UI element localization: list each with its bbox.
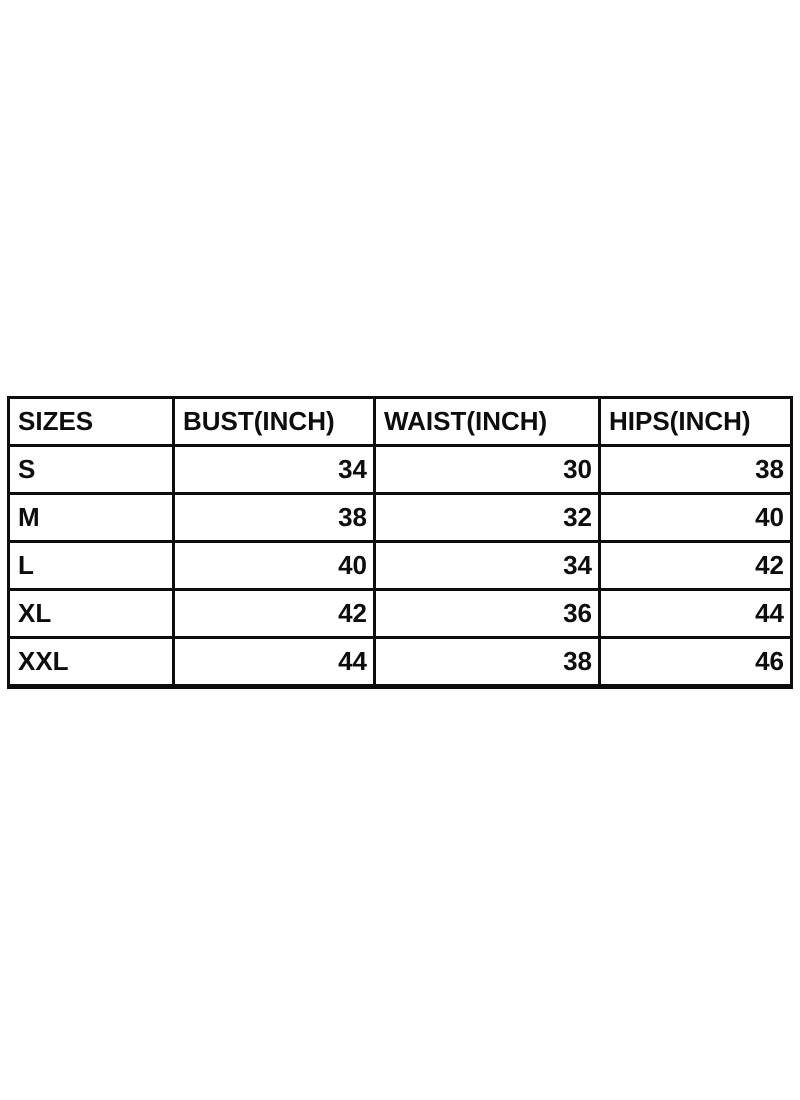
hips-cell: 44 bbox=[600, 590, 792, 638]
size-cell: XL bbox=[9, 590, 174, 638]
hips-cell: 42 bbox=[600, 542, 792, 590]
hips-cell: 46 bbox=[600, 638, 792, 687]
table-row bbox=[9, 590, 792, 638]
bust-cell: 42 bbox=[174, 590, 375, 638]
table-row bbox=[9, 638, 792, 687]
header-cell-hips: HIPS(INCH) bbox=[600, 398, 792, 446]
waist-cell: 38 bbox=[375, 638, 600, 687]
bust-cell: 38 bbox=[174, 494, 375, 542]
bust-cell: 44 bbox=[174, 638, 375, 687]
size-cell: L bbox=[9, 542, 174, 590]
size-cell: S bbox=[9, 446, 174, 494]
bust-cell: 40 bbox=[174, 542, 375, 590]
table-row bbox=[9, 446, 792, 494]
header-cell-sizes: SIZES bbox=[9, 398, 174, 446]
hips-cell: 38 bbox=[600, 446, 792, 494]
header-cell-bust: BUST(INCH) bbox=[174, 398, 375, 446]
size-cell: M bbox=[9, 494, 174, 542]
waist-cell: 30 bbox=[375, 446, 600, 494]
waist-cell: 34 bbox=[375, 542, 600, 590]
size-chart-table bbox=[7, 396, 793, 689]
waist-cell: 36 bbox=[375, 590, 600, 638]
bust-cell: 34 bbox=[174, 446, 375, 494]
table-row bbox=[9, 494, 792, 542]
header-row bbox=[9, 398, 792, 446]
waist-cell: 32 bbox=[375, 494, 600, 542]
hips-cell: 40 bbox=[600, 494, 792, 542]
header-cell-waist: WAIST(INCH) bbox=[375, 398, 600, 446]
table-row bbox=[9, 542, 792, 590]
size-cell: XXL bbox=[9, 638, 174, 687]
